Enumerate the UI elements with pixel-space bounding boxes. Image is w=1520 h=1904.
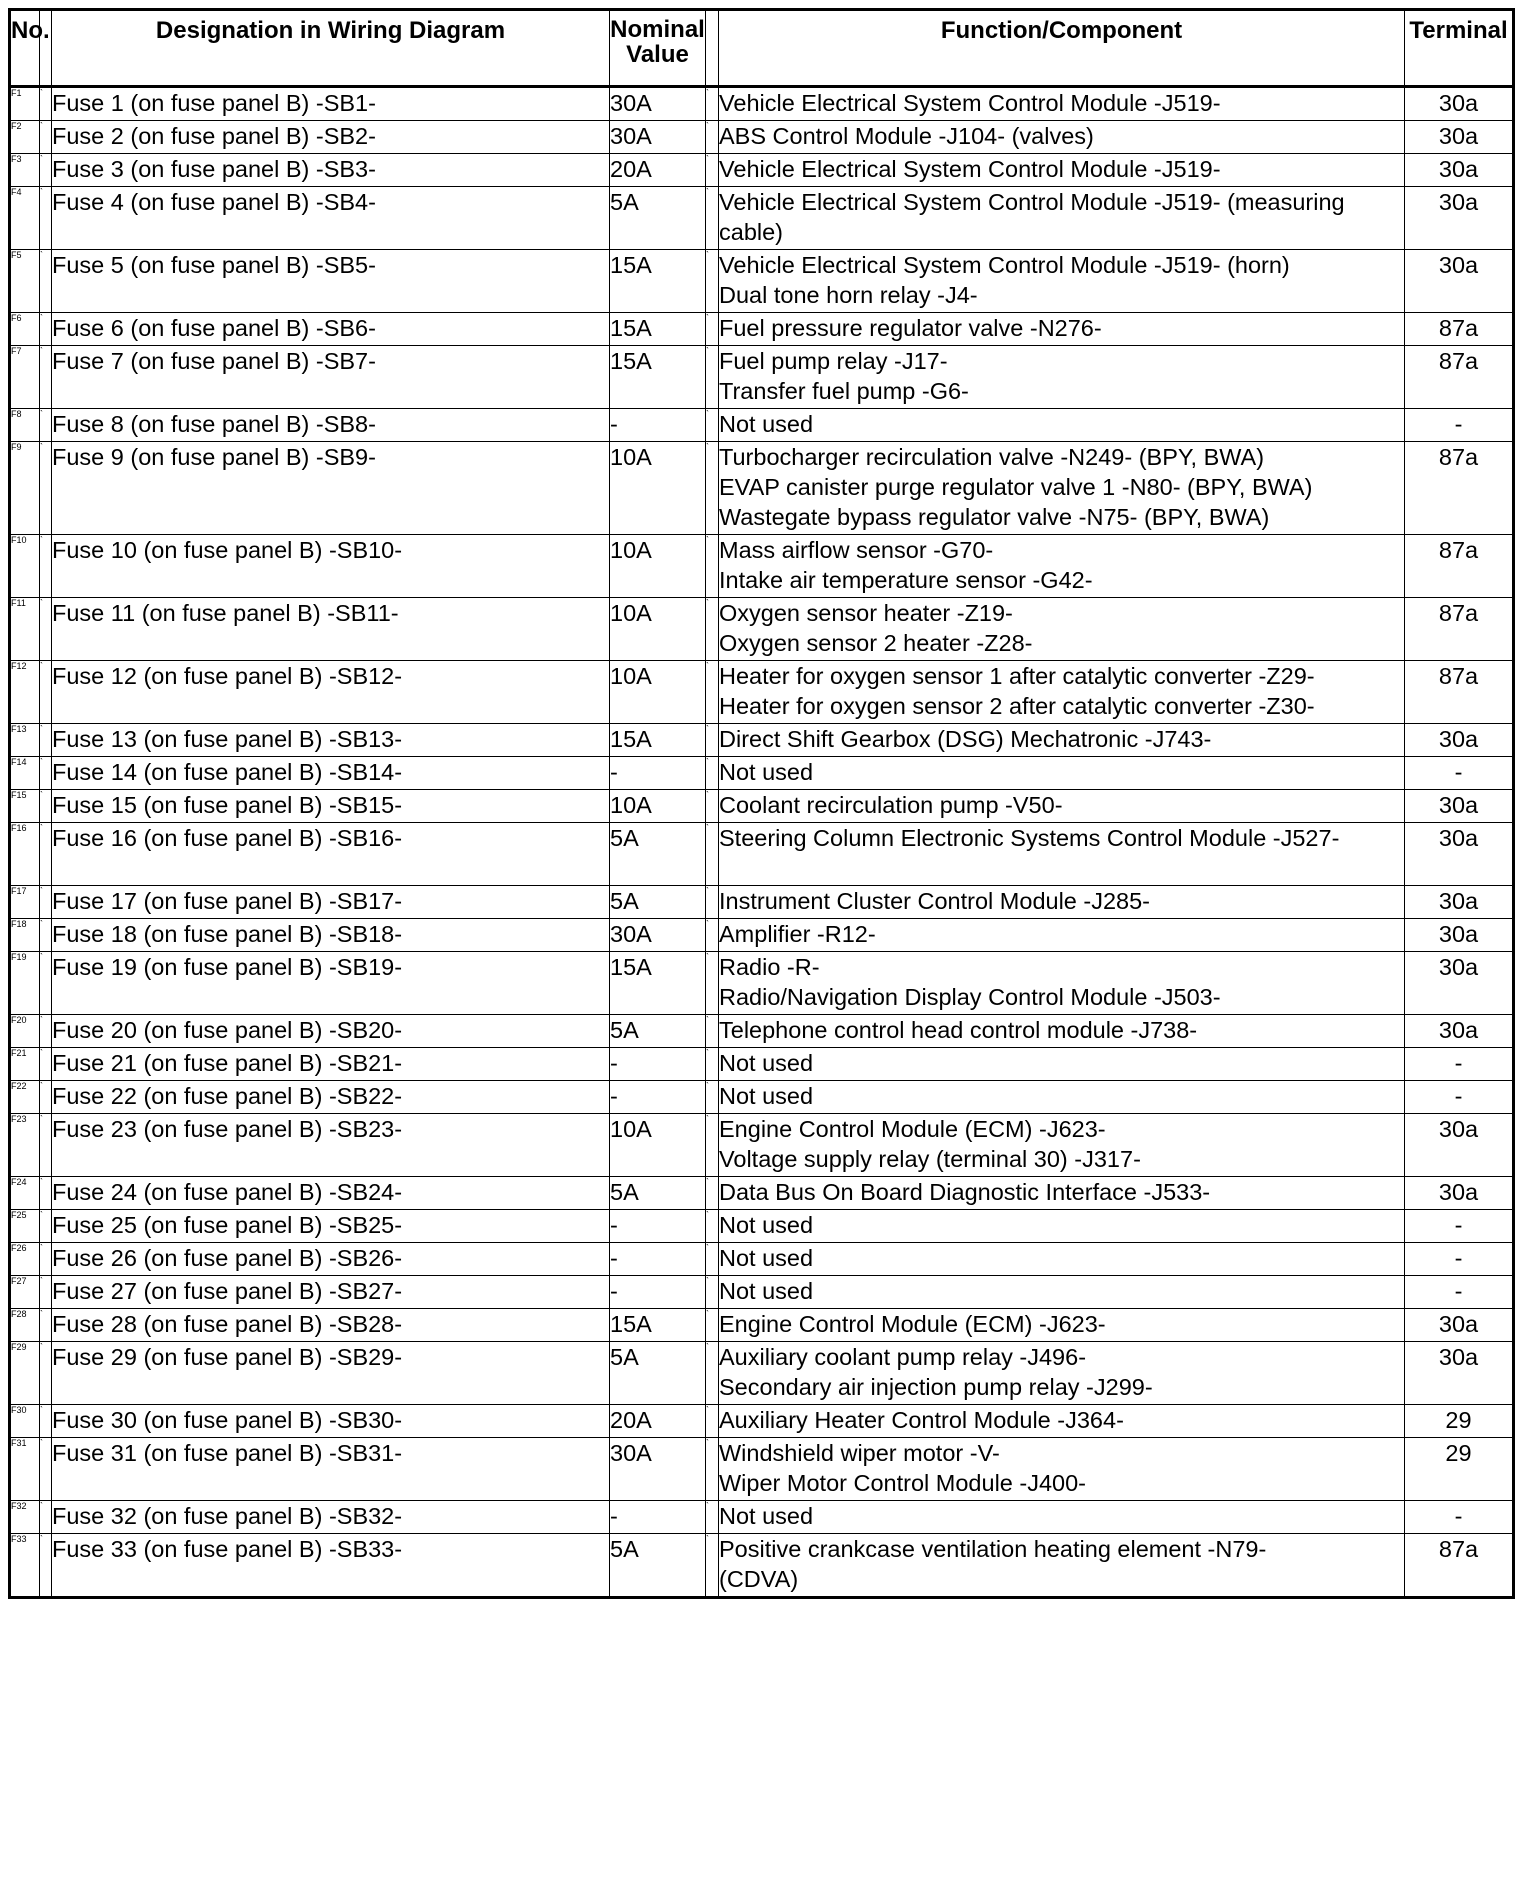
row-marker-2: ` <box>706 187 719 250</box>
row-function: Oxygen sensor heater -Z19- Oxygen sensor 2 heater -Z28- <box>719 598 1405 661</box>
table-row-f3 <box>10 154 1514 187</box>
row-terminal: - <box>1405 1048 1514 1081</box>
row-function: Steering Column Electronic Systems Control Module -J527- <box>719 823 1405 886</box>
row-marker-2: ` <box>706 1501 719 1534</box>
row-marker-2: ` <box>706 121 719 154</box>
row-marker: ` <box>40 1210 52 1243</box>
row-marker-2: ` <box>706 1276 719 1309</box>
row-terminal: - <box>1405 1276 1514 1309</box>
row-marker: ` <box>40 187 52 250</box>
row-marker: ` <box>40 1081 52 1114</box>
row-function: Vehicle Electrical System Control Module -J519- <box>719 154 1405 187</box>
row-marker-2: ` <box>706 409 719 442</box>
row-marker-2: ` <box>706 1210 719 1243</box>
row-number: F26 <box>10 1243 40 1276</box>
row-nominal-value: 10A <box>610 442 706 535</box>
row-marker-2: ` <box>706 346 719 409</box>
table-row-f19 <box>10 952 1514 1015</box>
row-marker: ` <box>40 661 52 724</box>
row-nominal-value: - <box>610 1210 706 1243</box>
row-number: F32 <box>10 1501 40 1534</box>
row-terminal: 30a <box>1405 1114 1514 1177</box>
row-designation: Fuse 21 (on fuse panel B) -SB21- <box>52 1048 610 1081</box>
row-marker: ` <box>40 919 52 952</box>
row-number: F27 <box>10 1276 40 1309</box>
row-function: Engine Control Module (ECM) -J623- Voltage supply relay (terminal 30) -J317- <box>719 1114 1405 1177</box>
row-number: F22 <box>10 1081 40 1114</box>
row-function: Engine Control Module (ECM) -J623- <box>719 1309 1405 1342</box>
row-designation: Fuse 15 (on fuse panel B) -SB15- <box>52 790 610 823</box>
row-designation: Fuse 23 (on fuse panel B) -SB23- <box>52 1114 610 1177</box>
row-function: Amplifier -R12- <box>719 919 1405 952</box>
row-marker-2: ` <box>706 1114 719 1177</box>
row-function: Positive crankcase ventilation heating element -N79- (CDVA) <box>719 1534 1405 1598</box>
row-nominal-value: 20A <box>610 1405 706 1438</box>
table-row-f5 <box>10 250 1514 313</box>
row-designation: Fuse 16 (on fuse panel B) -SB16- <box>52 823 610 886</box>
row-marker: ` <box>40 1276 52 1309</box>
row-terminal: 30a <box>1405 250 1514 313</box>
table-row-f4 <box>10 187 1514 250</box>
row-marker-2: ` <box>706 919 719 952</box>
row-terminal: 87a <box>1405 598 1514 661</box>
table-row-f9 <box>10 442 1514 535</box>
row-terminal: 87a <box>1405 1534 1514 1598</box>
row-marker-2: ` <box>706 1405 719 1438</box>
row-number: F11 <box>10 598 40 661</box>
row-marker: ` <box>40 313 52 346</box>
row-marker: ` <box>40 87 52 121</box>
table-row-f23 <box>10 1114 1514 1177</box>
row-function: Fuel pressure regulator valve -N276- <box>719 313 1405 346</box>
row-nominal-value: 5A <box>610 1015 706 1048</box>
row-function: Data Bus On Board Diagnostic Interface -J533- <box>719 1177 1405 1210</box>
row-marker: ` <box>40 1015 52 1048</box>
row-marker: ` <box>40 1048 52 1081</box>
row-function: Fuel pump relay -J17- Transfer fuel pump -G6- <box>719 346 1405 409</box>
header-spacer-2 <box>706 10 719 87</box>
row-marker-2: ` <box>706 1534 719 1598</box>
row-nominal-value: 30A <box>610 1438 706 1501</box>
row-terminal: 30a <box>1405 1309 1514 1342</box>
table-row-f12 <box>10 661 1514 724</box>
row-number: F23 <box>10 1114 40 1177</box>
row-nominal-value: - <box>610 1048 706 1081</box>
row-marker-2: ` <box>706 886 719 919</box>
row-marker-2: ` <box>706 661 719 724</box>
header-no: No. <box>10 10 40 87</box>
table-row-f29 <box>10 1342 1514 1405</box>
row-marker: ` <box>40 757 52 790</box>
header-nominal-line1: Nominal <box>610 16 705 43</box>
row-number: F6 <box>10 313 40 346</box>
row-terminal: 29 <box>1405 1438 1514 1501</box>
row-number: F29 <box>10 1342 40 1405</box>
table-row-f31 <box>10 1438 1514 1501</box>
row-number: F20 <box>10 1015 40 1048</box>
row-designation: Fuse 29 (on fuse panel B) -SB29- <box>52 1342 610 1405</box>
row-nominal-value: 5A <box>610 823 706 886</box>
table-row-f22 <box>10 1081 1514 1114</box>
row-terminal: 29 <box>1405 1405 1514 1438</box>
table-row-f14 <box>10 757 1514 790</box>
row-number: F30 <box>10 1405 40 1438</box>
row-nominal-value: - <box>610 1501 706 1534</box>
row-function: Instrument Cluster Control Module -J285- <box>719 886 1405 919</box>
row-nominal-value: 10A <box>610 598 706 661</box>
row-number: F4 <box>10 187 40 250</box>
row-terminal: - <box>1405 757 1514 790</box>
row-nominal-value: 10A <box>610 535 706 598</box>
row-function: Turbocharger recirculation valve -N249- (BPY, BWA) EVAP canister purge regulator valve 1 -N80- (BPY, BWA) Wastegate bypass regulator valve -N75- (BPY, BWA) <box>719 442 1405 535</box>
row-designation: Fuse 18 (on fuse panel B) -SB18- <box>52 919 610 952</box>
row-function: Heater for oxygen sensor 1 after catalytic converter -Z29- Heater for oxygen sensor 2 after catalytic converter -Z30- <box>719 661 1405 724</box>
row-marker: ` <box>40 823 52 886</box>
row-designation: Fuse 11 (on fuse panel B) -SB11- <box>52 598 610 661</box>
row-marker-2: ` <box>706 1081 719 1114</box>
row-number: F31 <box>10 1438 40 1501</box>
row-nominal-value: 15A <box>610 724 706 757</box>
row-number: F1 <box>10 87 40 121</box>
row-function: Vehicle Electrical System Control Module -J519- (horn) Dual tone horn relay -J4- <box>719 250 1405 313</box>
row-nominal-value: 5A <box>610 1177 706 1210</box>
row-function: Coolant recirculation pump -V50- <box>719 790 1405 823</box>
row-number: F10 <box>10 535 40 598</box>
row-nominal-value: - <box>610 1276 706 1309</box>
row-terminal: 30a <box>1405 121 1514 154</box>
row-marker: ` <box>40 1438 52 1501</box>
row-terminal: 30a <box>1405 724 1514 757</box>
row-designation: Fuse 14 (on fuse panel B) -SB14- <box>52 757 610 790</box>
row-terminal: - <box>1405 1210 1514 1243</box>
row-designation: Fuse 1 (on fuse panel B) -SB1- <box>52 87 610 121</box>
row-designation: Fuse 6 (on fuse panel B) -SB6- <box>52 313 610 346</box>
row-designation: Fuse 28 (on fuse panel B) -SB28- <box>52 1309 610 1342</box>
row-function: Radio -R- Radio/Navigation Display Control Module -J503- <box>719 952 1405 1015</box>
row-marker: ` <box>40 1342 52 1405</box>
row-marker-2: ` <box>706 442 719 535</box>
row-designation: Fuse 5 (on fuse panel B) -SB5- <box>52 250 610 313</box>
row-number: F21 <box>10 1048 40 1081</box>
row-designation: Fuse 10 (on fuse panel B) -SB10- <box>52 535 610 598</box>
row-function: Vehicle Electrical System Control Module -J519- (measuring cable) <box>719 187 1405 250</box>
row-marker: ` <box>40 535 52 598</box>
table-row-f26 <box>10 1243 1514 1276</box>
row-designation: Fuse 32 (on fuse panel B) -SB32- <box>52 1501 610 1534</box>
row-nominal-value: 15A <box>610 250 706 313</box>
table-row-f20 <box>10 1015 1514 1048</box>
row-nominal-value: 10A <box>610 790 706 823</box>
row-number: F17 <box>10 886 40 919</box>
row-number: F9 <box>10 442 40 535</box>
row-designation: Fuse 31 (on fuse panel B) -SB31- <box>52 1438 610 1501</box>
row-marker: ` <box>40 1405 52 1438</box>
row-function: Not used <box>719 1210 1405 1243</box>
row-number: F15 <box>10 790 40 823</box>
table-row-f11 <box>10 598 1514 661</box>
row-marker: ` <box>40 724 52 757</box>
header-designation: Designation in Wiring Diagram <box>52 10 610 87</box>
row-terminal: 87a <box>1405 535 1514 598</box>
table-row-f25 <box>10 1210 1514 1243</box>
row-terminal: 87a <box>1405 346 1514 409</box>
row-designation: Fuse 22 (on fuse panel B) -SB22- <box>52 1081 610 1114</box>
row-marker-2: ` <box>706 952 719 1015</box>
row-nominal-value: 15A <box>610 313 706 346</box>
row-marker-2: ` <box>706 598 719 661</box>
row-function: Mass airflow sensor -G70- Intake air temperature sensor -G42- <box>719 535 1405 598</box>
row-marker: ` <box>40 790 52 823</box>
table-row-f18 <box>10 919 1514 952</box>
row-marker-2: ` <box>706 250 719 313</box>
row-nominal-value: 10A <box>610 1114 706 1177</box>
row-nominal-value: 5A <box>610 1342 706 1405</box>
row-marker-2: ` <box>706 1048 719 1081</box>
row-marker: ` <box>40 1177 52 1210</box>
table-row-f6 <box>10 313 1514 346</box>
row-number: F19 <box>10 952 40 1015</box>
row-designation: Fuse 7 (on fuse panel B) -SB7- <box>52 346 610 409</box>
fuse-table-page <box>8 8 1512 1599</box>
row-terminal: - <box>1405 409 1514 442</box>
row-nominal-value: 5A <box>610 1534 706 1598</box>
row-function: Auxiliary coolant pump relay -J496- Secondary air injection pump relay -J299- <box>719 1342 1405 1405</box>
row-number: F16 <box>10 823 40 886</box>
row-number: F5 <box>10 250 40 313</box>
row-function: Windshield wiper motor -V- Wiper Motor Control Module -J400- <box>719 1438 1405 1501</box>
row-marker: ` <box>40 1309 52 1342</box>
row-function: Not used <box>719 1501 1405 1534</box>
header-row <box>10 10 1514 87</box>
row-terminal: 87a <box>1405 442 1514 535</box>
row-marker-2: ` <box>706 1015 719 1048</box>
row-designation: Fuse 8 (on fuse panel B) -SB8- <box>52 409 610 442</box>
row-function: Not used <box>719 1081 1405 1114</box>
row-marker: ` <box>40 250 52 313</box>
row-terminal: 87a <box>1405 313 1514 346</box>
row-marker: ` <box>40 952 52 1015</box>
row-terminal: - <box>1405 1081 1514 1114</box>
row-number: F2 <box>10 121 40 154</box>
row-terminal: 30a <box>1405 1342 1514 1405</box>
row-terminal: 30a <box>1405 886 1514 919</box>
row-marker: ` <box>40 1243 52 1276</box>
row-marker-2: ` <box>706 823 719 886</box>
row-designation: Fuse 2 (on fuse panel B) -SB2- <box>52 121 610 154</box>
table-row-f30 <box>10 1405 1514 1438</box>
row-designation: Fuse 30 (on fuse panel B) -SB30- <box>52 1405 610 1438</box>
table-row-f27 <box>10 1276 1514 1309</box>
row-marker-2: ` <box>706 757 719 790</box>
table-row-f1 <box>10 87 1514 121</box>
row-terminal: 30a <box>1405 952 1514 1015</box>
row-marker-2: ` <box>706 313 719 346</box>
row-designation: Fuse 17 (on fuse panel B) -SB17- <box>52 886 610 919</box>
row-number: F7 <box>10 346 40 409</box>
fuse-table-body <box>10 87 1514 1598</box>
row-marker: ` <box>40 1501 52 1534</box>
row-marker: ` <box>40 409 52 442</box>
row-nominal-value: 10A <box>610 661 706 724</box>
row-nominal-value: 5A <box>610 187 706 250</box>
row-designation: Fuse 33 (on fuse panel B) -SB33- <box>52 1534 610 1598</box>
row-marker: ` <box>40 154 52 187</box>
header-nominal-line2: Value <box>626 41 689 68</box>
row-terminal: 30a <box>1405 87 1514 121</box>
row-terminal: 30a <box>1405 919 1514 952</box>
row-function: Not used <box>719 1276 1405 1309</box>
row-marker: ` <box>40 598 52 661</box>
row-nominal-value: 30A <box>610 87 706 121</box>
row-designation: Fuse 25 (on fuse panel B) -SB25- <box>52 1210 610 1243</box>
row-number: F3 <box>10 154 40 187</box>
row-number: F12 <box>10 661 40 724</box>
row-number: F13 <box>10 724 40 757</box>
table-row-f7 <box>10 346 1514 409</box>
row-number: F18 <box>10 919 40 952</box>
row-marker-2: ` <box>706 1177 719 1210</box>
row-function: Not used <box>719 409 1405 442</box>
row-terminal: - <box>1405 1501 1514 1534</box>
fuse-table <box>8 8 1515 1599</box>
row-designation: Fuse 26 (on fuse panel B) -SB26- <box>52 1243 610 1276</box>
table-row-f10 <box>10 535 1514 598</box>
table-row-f13 <box>10 724 1514 757</box>
row-number: F33 <box>10 1534 40 1598</box>
row-nominal-value: - <box>610 1081 706 1114</box>
row-number: F14 <box>10 757 40 790</box>
row-nominal-value: 20A <box>610 154 706 187</box>
row-marker-2: ` <box>706 790 719 823</box>
table-row-f33 <box>10 1534 1514 1598</box>
row-function: Auxiliary Heater Control Module -J364- <box>719 1405 1405 1438</box>
row-terminal: 87a <box>1405 661 1514 724</box>
row-nominal-value: - <box>610 1243 706 1276</box>
row-nominal-value: 15A <box>610 952 706 1015</box>
row-marker-2: ` <box>706 154 719 187</box>
row-designation: Fuse 9 (on fuse panel B) -SB9- <box>52 442 610 535</box>
row-number: F28 <box>10 1309 40 1342</box>
row-marker: ` <box>40 1534 52 1598</box>
row-nominal-value: - <box>610 409 706 442</box>
header-function: Function/Component <box>719 10 1405 87</box>
row-marker: ` <box>40 442 52 535</box>
table-row-f2 <box>10 121 1514 154</box>
row-marker-2: ` <box>706 535 719 598</box>
row-designation: Fuse 3 (on fuse panel B) -SB3- <box>52 154 610 187</box>
table-row-f32 <box>10 1501 1514 1534</box>
row-designation: Fuse 19 (on fuse panel B) -SB19- <box>52 952 610 1015</box>
row-designation: Fuse 24 (on fuse panel B) -SB24- <box>52 1177 610 1210</box>
table-row-f17 <box>10 886 1514 919</box>
row-marker-2: ` <box>706 1309 719 1342</box>
row-marker: ` <box>40 346 52 409</box>
row-marker-2: ` <box>706 87 719 121</box>
table-row-f28 <box>10 1309 1514 1342</box>
table-row-f15 <box>10 790 1514 823</box>
row-number: F25 <box>10 1210 40 1243</box>
row-terminal: 30a <box>1405 187 1514 250</box>
row-nominal-value: - <box>610 757 706 790</box>
row-designation: Fuse 27 (on fuse panel B) -SB27- <box>52 1276 610 1309</box>
row-terminal: 30a <box>1405 790 1514 823</box>
row-designation: Fuse 4 (on fuse panel B) -SB4- <box>52 187 610 250</box>
row-terminal: 30a <box>1405 823 1514 886</box>
row-nominal-value: 5A <box>610 886 706 919</box>
row-terminal: 30a <box>1405 1015 1514 1048</box>
row-designation: Fuse 20 (on fuse panel B) -SB20- <box>52 1015 610 1048</box>
row-marker-2: ` <box>706 1243 719 1276</box>
row-marker-2: ` <box>706 1438 719 1501</box>
row-number: F24 <box>10 1177 40 1210</box>
row-terminal: 30a <box>1405 1177 1514 1210</box>
row-terminal: 30a <box>1405 154 1514 187</box>
row-marker: ` <box>40 121 52 154</box>
table-row-f8 <box>10 409 1514 442</box>
row-marker: ` <box>40 1114 52 1177</box>
table-row-f24 <box>10 1177 1514 1210</box>
row-nominal-value: 30A <box>610 121 706 154</box>
header-nominal <box>610 10 706 87</box>
row-function: Vehicle Electrical System Control Module -J519- <box>719 87 1405 121</box>
row-number: F8 <box>10 409 40 442</box>
row-nominal-value: 30A <box>610 919 706 952</box>
row-terminal: - <box>1405 1243 1514 1276</box>
row-nominal-value: 15A <box>610 1309 706 1342</box>
row-function: Telephone control head control module -J738- <box>719 1015 1405 1048</box>
row-function: Direct Shift Gearbox (DSG) Mechatronic -J743- <box>719 724 1405 757</box>
row-function: Not used <box>719 1243 1405 1276</box>
table-row-f21 <box>10 1048 1514 1081</box>
row-marker-2: ` <box>706 1342 719 1405</box>
row-marker-2: ` <box>706 724 719 757</box>
table-row-f16 <box>10 823 1514 886</box>
row-function: ABS Control Module -J104- (valves) <box>719 121 1405 154</box>
row-nominal-value: 15A <box>610 346 706 409</box>
row-designation: Fuse 13 (on fuse panel B) -SB13- <box>52 724 610 757</box>
header-terminal: Terminal <box>1405 10 1514 87</box>
row-function: Not used <box>719 1048 1405 1081</box>
row-function: Not used <box>719 757 1405 790</box>
row-designation: Fuse 12 (on fuse panel B) -SB12- <box>52 661 610 724</box>
row-marker: ` <box>40 886 52 919</box>
